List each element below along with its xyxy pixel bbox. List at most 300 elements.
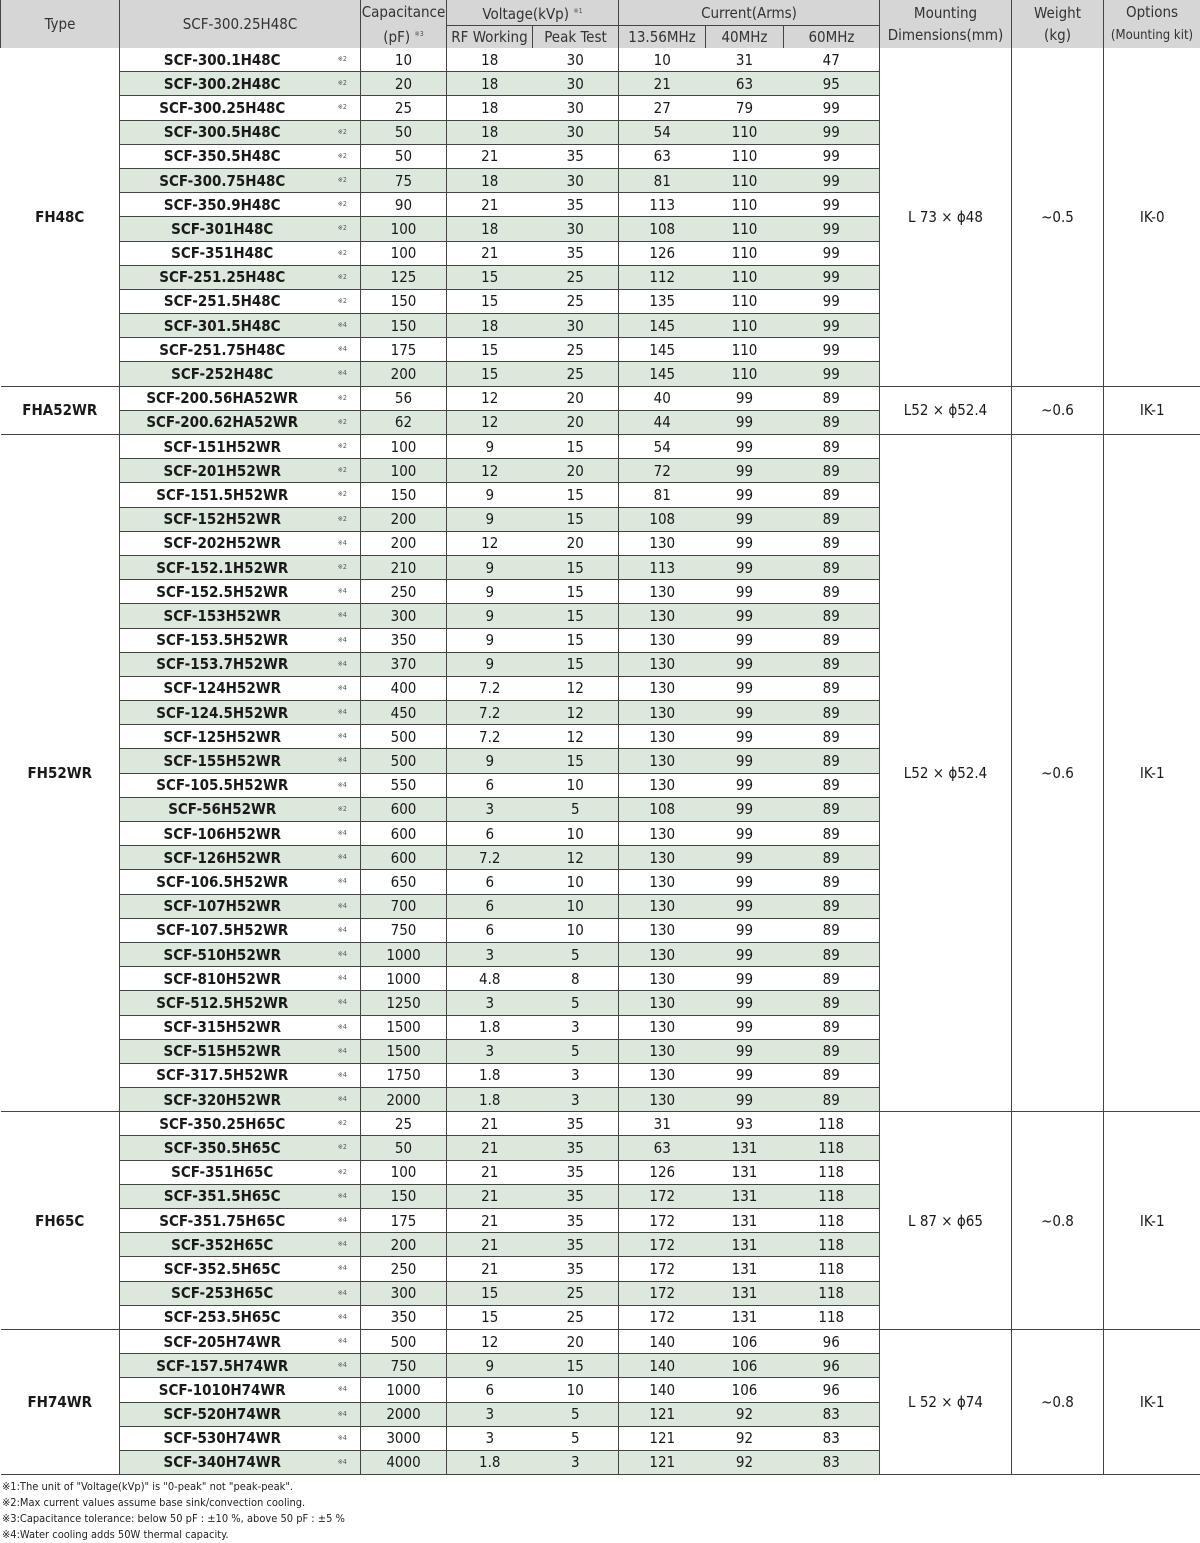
cell-current-60mhz: 99 [784,96,880,120]
cell-current-60mhz: 89 [784,918,880,942]
cell-rf-working: 15 [447,362,533,386]
group-weight: ~0.8 [1012,1112,1104,1330]
cell-current-60mhz: 89 [784,942,880,966]
group-type: FH65C [1,1112,120,1330]
cell-note: ※2 [325,48,361,72]
cell-current-13-56mhz: 130 [619,846,706,870]
cell-current-40mhz: 99 [706,410,784,434]
cell-peak-test: 35 [533,1112,619,1136]
cell-note: ※2 [325,483,361,507]
cell-current-40mhz: 131 [706,1209,784,1233]
cell-note: ※4 [325,894,361,918]
group-option: IK-0 [1104,48,1200,386]
cell-current-60mhz: 96 [784,1378,880,1402]
cell-peak-test: 5 [533,797,619,821]
cell-current-60mhz: 89 [784,967,880,991]
cell-model: SCF-317.5H52WR [120,1063,325,1087]
cell-note: ※4 [325,1015,361,1039]
cell-note: ※4 [325,967,361,991]
cell-capacitance: 750 [361,1354,447,1378]
cell-note: ※4 [325,918,361,942]
cell-current-13-56mhz: 130 [619,942,706,966]
cell-current-13-56mhz: 145 [619,314,706,338]
cell-capacitance: 4000 [361,1450,447,1474]
cell-model: SCF-153H52WR [120,604,325,628]
cell-peak-test: 3 [533,1063,619,1087]
cell-current-13-56mhz: 27 [619,96,706,120]
cell-current-40mhz: 99 [706,846,784,870]
cell-model: SCF-252H48C [120,362,325,386]
cell-capacitance: 25 [361,1112,447,1136]
cell-capacitance: 600 [361,822,447,846]
cell-current-13-56mhz: 130 [619,1039,706,1063]
cell-current-13-56mhz: 130 [619,822,706,846]
cell-current-60mhz: 89 [784,1015,880,1039]
cell-current-40mhz: 106 [706,1329,784,1353]
cell-current-60mhz: 99 [784,193,880,217]
cell-rf-working: 21 [447,1112,533,1136]
cell-model: SCF-200.62HA52WR [120,410,325,434]
cell-peak-test: 25 [533,265,619,289]
cell-current-60mhz: 118 [784,1257,880,1281]
cell-model: SCF-124.5H52WR [120,701,325,725]
header-peak-test: Peak Test [533,26,619,49]
cell-current-40mhz: 110 [706,314,784,338]
header-model: SCF-300.25H48C [120,0,361,48]
cell-rf-working: 9 [447,507,533,531]
cell-peak-test: 35 [533,1257,619,1281]
group-mounting-dimensions: L 52 × ϕ74 [880,1329,1012,1474]
cell-current-40mhz: 99 [706,797,784,821]
cell-rf-working: 21 [447,1257,533,1281]
cell-current-13-56mhz: 121 [619,1402,706,1426]
header-weight [1012,0,1104,48]
cell-note: ※2 [325,1160,361,1184]
cell-current-60mhz: 89 [784,410,880,434]
cell-capacitance: 750 [361,918,447,942]
cell-note: ※4 [325,1088,361,1112]
cell-model: SCF-300.25H48C [120,96,325,120]
cell-rf-working: 9 [447,435,533,459]
cell-note: ※2 [325,289,361,313]
cell-peak-test: 5 [533,1039,619,1063]
cell-current-13-56mhz: 172 [619,1305,706,1329]
cell-current-40mhz: 131 [706,1281,784,1305]
cell-capacitance: 3000 [361,1426,447,1450]
cell-note: ※4 [325,676,361,700]
cell-current-13-56mhz: 54 [619,120,706,144]
cell-rf-working: 7.2 [447,676,533,700]
cell-peak-test: 10 [533,773,619,797]
cell-current-40mhz: 110 [706,168,784,192]
cell-peak-test: 12 [533,846,619,870]
group-type: FHA52WR [1,386,120,434]
cell-current-13-56mhz: 172 [619,1257,706,1281]
cell-current-60mhz: 89 [784,725,880,749]
cell-note: ※4 [325,773,361,797]
footnotes [0,1479,1200,1543]
header-capacitance-note: ※3 [414,30,423,38]
group-weight: ~0.8 [1012,1329,1104,1474]
cell-rf-working: 15 [447,289,533,313]
cell-current-13-56mhz: 130 [619,531,706,555]
cell-peak-test: 15 [533,628,619,652]
cell-capacitance: 300 [361,604,447,628]
cell-current-13-56mhz: 63 [619,1136,706,1160]
cell-model: SCF-106.5H52WR [120,870,325,894]
cell-current-60mhz: 89 [784,435,880,459]
cell-current-40mhz: 93 [706,1112,784,1136]
cell-peak-test: 30 [533,314,619,338]
header-voltage-label: Voltage(kVp) [482,5,569,23]
cell-capacitance: 175 [361,338,447,362]
cell-capacitance: 100 [361,459,447,483]
cell-current-13-56mhz: 145 [619,362,706,386]
cell-capacitance: 650 [361,870,447,894]
cell-current-13-56mhz: 112 [619,265,706,289]
cell-model: SCF-202H52WR [120,531,325,555]
cell-model: SCF-300.1H48C [120,48,325,72]
group-type: FH48C [1,48,120,386]
cell-current-13-56mhz: 130 [619,701,706,725]
cell-peak-test: 30 [533,96,619,120]
cell-capacitance: 700 [361,894,447,918]
cell-peak-test: 25 [533,362,619,386]
cell-current-60mhz: 95 [784,72,880,96]
cell-note: ※2 [325,168,361,192]
cell-note: ※2 [325,435,361,459]
cell-current-13-56mhz: 10 [619,48,706,72]
cell-current-13-56mhz: 72 [619,459,706,483]
cell-current-40mhz: 99 [706,725,784,749]
cell-current-40mhz: 99 [706,1063,784,1087]
cell-current-60mhz: 89 [784,628,880,652]
cell-rf-working: 9 [447,652,533,676]
cell-note: ※4 [325,1257,361,1281]
cell-model: SCF-350.5H48C [120,144,325,168]
cell-model: SCF-201H52WR [120,459,325,483]
cell-note: ※4 [325,822,361,846]
cell-peak-test: 15 [533,652,619,676]
cell-rf-working: 21 [447,1233,533,1257]
cell-current-13-56mhz: 44 [619,410,706,434]
table-row [1,386,1200,410]
cell-peak-test: 35 [533,1209,619,1233]
footnote-1: ※1:The unit of "Voltage(kVp)" is "0-peak" not "peak-peak". [2,1479,1200,1495]
cell-current-60mhz: 118 [784,1184,880,1208]
cell-peak-test: 20 [533,386,619,410]
cell-peak-test: 35 [533,1160,619,1184]
cell-current-13-56mhz: 130 [619,604,706,628]
cell-current-60mhz: 96 [784,1354,880,1378]
cell-capacitance: 1750 [361,1063,447,1087]
cell-rf-working: 3 [447,991,533,1015]
cell-note: ※4 [325,1329,361,1353]
cell-capacitance: 250 [361,1257,447,1281]
cell-current-13-56mhz: 126 [619,1160,706,1184]
cell-current-13-56mhz: 81 [619,168,706,192]
cell-rf-working: 6 [447,773,533,797]
cell-model: SCF-300.5H48C [120,120,325,144]
cell-model: SCF-515H52WR [120,1039,325,1063]
group-option: IK-1 [1104,1329,1200,1474]
cell-current-60mhz: 89 [784,507,880,531]
cell-current-13-56mhz: 63 [619,144,706,168]
cell-current-60mhz: 89 [784,846,880,870]
cell-model: SCF-520H74WR [120,1402,325,1426]
cell-current-40mhz: 99 [706,1015,784,1039]
cell-note: ※4 [325,846,361,870]
cell-rf-working: 18 [447,96,533,120]
cell-peak-test: 10 [533,822,619,846]
cell-rf-working: 12 [447,410,533,434]
cell-current-40mhz: 106 [706,1378,784,1402]
cell-capacitance: 500 [361,749,447,773]
cell-note: ※4 [325,701,361,725]
cell-current-13-56mhz: 172 [619,1281,706,1305]
cell-note: ※4 [325,942,361,966]
cell-capacitance: 50 [361,144,447,168]
cell-note: ※2 [325,241,361,265]
cell-rf-working: 9 [447,1354,533,1378]
cell-rf-working: 21 [447,1160,533,1184]
cell-note: ※4 [325,338,361,362]
cell-peak-test: 20 [533,1329,619,1353]
cell-current-13-56mhz: 130 [619,894,706,918]
cell-note: ※4 [325,1063,361,1087]
cell-rf-working: 12 [447,386,533,410]
cell-current-13-56mhz: 21 [619,72,706,96]
cell-peak-test: 30 [533,48,619,72]
cell-model: SCF-107.5H52WR [120,918,325,942]
cell-current-40mhz: 110 [706,217,784,241]
cell-current-13-56mhz: 130 [619,676,706,700]
cell-current-40mhz: 131 [706,1257,784,1281]
cell-rf-working: 15 [447,1305,533,1329]
cell-peak-test: 5 [533,1426,619,1450]
cell-rf-working: 7.2 [447,701,533,725]
cell-current-40mhz: 99 [706,773,784,797]
cell-current-60mhz: 89 [784,531,880,555]
table-row [1,435,1200,459]
cell-current-40mhz: 99 [706,749,784,773]
cell-current-60mhz: 99 [784,362,880,386]
cell-peak-test: 3 [533,1088,619,1112]
cell-current-13-56mhz: 130 [619,580,706,604]
cell-peak-test: 15 [533,483,619,507]
cell-current-13-56mhz: 40 [619,386,706,410]
cell-capacitance: 600 [361,846,447,870]
footnote-4: ※4:Water cooling adds 50W thermal capacity. [2,1527,1200,1543]
cell-current-40mhz: 131 [706,1136,784,1160]
cell-current-13-56mhz: 130 [619,725,706,749]
cell-rf-working: 9 [447,483,533,507]
cell-note: ※4 [325,1378,361,1402]
cell-model: SCF-300.2H48C [120,72,325,96]
cell-rf-working: 9 [447,555,533,579]
cell-peak-test: 30 [533,72,619,96]
cell-current-40mhz: 99 [706,870,784,894]
cell-current-40mhz: 99 [706,1039,784,1063]
cell-current-60mhz: 118 [784,1281,880,1305]
cell-capacitance: 150 [361,483,447,507]
cell-current-13-56mhz: 54 [619,435,706,459]
cell-capacitance: 1000 [361,942,447,966]
cell-model: SCF-512.5H52WR [120,991,325,1015]
cell-current-40mhz: 63 [706,72,784,96]
header-mounting-sub: Dimensions(mm) [888,26,1004,44]
table-row [1,1329,1200,1353]
cell-peak-test: 35 [533,1184,619,1208]
group-mounting-dimensions: L 73 × ϕ48 [880,48,1012,386]
cell-current-40mhz: 99 [706,531,784,555]
cell-current-13-56mhz: 130 [619,1015,706,1039]
cell-note: ※4 [325,314,361,338]
cell-peak-test: 35 [533,144,619,168]
cell-current-13-56mhz: 130 [619,749,706,773]
cell-peak-test: 35 [533,241,619,265]
group-weight: ~0.6 [1012,435,1104,1112]
cell-capacitance: 100 [361,435,447,459]
cell-current-40mhz: 92 [706,1402,784,1426]
cell-rf-working: 21 [447,144,533,168]
cell-capacitance: 500 [361,725,447,749]
cell-rf-working: 15 [447,265,533,289]
cell-rf-working: 15 [447,338,533,362]
cell-current-60mhz: 99 [784,241,880,265]
footnote-3: ※3:Capacitance tolerance: below 50 pF : ±10 %, above 50 pF : ±5 % [2,1511,1200,1527]
header-40mhz: 40MHz [706,26,784,49]
cell-model: SCF-153.7H52WR [120,652,325,676]
cell-current-60mhz: 99 [784,120,880,144]
cell-current-60mhz: 118 [784,1209,880,1233]
cell-current-60mhz: 89 [784,1088,880,1112]
cell-model: SCF-351H65C [120,1160,325,1184]
header-options-label: Options [1126,3,1178,21]
cell-model: SCF-251.5H48C [120,289,325,313]
cell-current-60mhz: 118 [784,1160,880,1184]
cell-peak-test: 5 [533,991,619,1015]
cell-peak-test: 10 [533,870,619,894]
cell-rf-working: 12 [447,459,533,483]
cell-peak-test: 10 [533,1378,619,1402]
cell-capacitance: 1500 [361,1015,447,1039]
cell-capacitance: 90 [361,193,447,217]
cell-rf-working: 7.2 [447,846,533,870]
cell-model: SCF-152.1H52WR [120,555,325,579]
cell-peak-test: 35 [533,193,619,217]
cell-model: SCF-124H52WR [120,676,325,700]
cell-peak-test: 25 [533,1305,619,1329]
cell-current-13-56mhz: 81 [619,483,706,507]
cell-current-40mhz: 110 [706,362,784,386]
cell-current-40mhz: 106 [706,1354,784,1378]
cell-model: SCF-530H74WR [120,1426,325,1450]
cell-current-13-56mhz: 121 [619,1426,706,1450]
cell-rf-working: 6 [447,1378,533,1402]
group-weight: ~0.6 [1012,386,1104,434]
cell-current-40mhz: 110 [706,265,784,289]
cell-model: SCF-151.5H52WR [120,483,325,507]
cell-note: ※4 [325,652,361,676]
cell-capacitance: 1250 [361,991,447,1015]
cell-model: SCF-107H52WR [120,894,325,918]
cell-current-60mhz: 89 [784,1039,880,1063]
cell-capacitance: 350 [361,628,447,652]
cell-rf-working: 9 [447,749,533,773]
cell-note: ※2 [325,797,361,821]
cell-current-13-56mhz: 130 [619,628,706,652]
cell-current-60mhz: 89 [784,773,880,797]
cell-peak-test: 25 [533,338,619,362]
cell-note: ※4 [325,1233,361,1257]
cell-current-60mhz: 99 [784,217,880,241]
cell-capacitance: 75 [361,168,447,192]
cell-note: ※2 [325,386,361,410]
cell-model: SCF-352H65C [120,1233,325,1257]
cell-current-60mhz: 89 [784,991,880,1015]
cell-capacitance: 50 [361,120,447,144]
cell-peak-test: 15 [533,1354,619,1378]
cell-current-40mhz: 110 [706,144,784,168]
cell-rf-working: 3 [447,1402,533,1426]
header-mounting [880,0,1012,48]
cell-capacitance: 600 [361,797,447,821]
cell-current-40mhz: 99 [706,435,784,459]
cell-current-13-56mhz: 140 [619,1354,706,1378]
cell-rf-working: 6 [447,918,533,942]
cell-peak-test: 20 [533,531,619,555]
cell-current-60mhz: 118 [784,1112,880,1136]
cell-peak-test: 15 [533,749,619,773]
cell-current-40mhz: 99 [706,386,784,410]
header-type: Type [1,0,120,48]
cell-model: SCF-301.5H48C [120,314,325,338]
cell-capacitance: 400 [361,676,447,700]
cell-rf-working: 9 [447,580,533,604]
header-capacitance [361,0,447,48]
cell-peak-test: 8 [533,967,619,991]
cell-rf-working: 21 [447,1136,533,1160]
cell-capacitance: 210 [361,555,447,579]
group-mounting-dimensions: L52 × ϕ52.4 [880,435,1012,1112]
cell-current-40mhz: 79 [706,96,784,120]
cell-note: ※4 [325,362,361,386]
cell-current-40mhz: 110 [706,241,784,265]
cell-rf-working: 7.2 [447,725,533,749]
cell-peak-test: 15 [533,580,619,604]
group-type: FH52WR [1,435,120,1112]
cell-current-40mhz: 99 [706,676,784,700]
cell-note: ※2 [325,120,361,144]
cell-note: ※2 [325,410,361,434]
cell-model: SCF-155H52WR [120,749,325,773]
cell-capacitance: 125 [361,265,447,289]
cell-note: ※2 [325,459,361,483]
cell-current-60mhz: 89 [784,555,880,579]
header-60mhz: 60MHz [784,26,880,49]
cell-current-40mhz: 99 [706,918,784,942]
cell-capacitance: 25 [361,96,447,120]
cell-current-13-56mhz: 130 [619,1063,706,1087]
cell-current-60mhz: 99 [784,168,880,192]
cell-note: ※4 [325,1354,361,1378]
cell-current-13-56mhz: 145 [619,338,706,362]
cell-current-60mhz: 89 [784,386,880,410]
cell-current-60mhz: 89 [784,797,880,821]
header-current: Current(Arms) [619,0,880,26]
cell-note: ※2 [325,193,361,217]
